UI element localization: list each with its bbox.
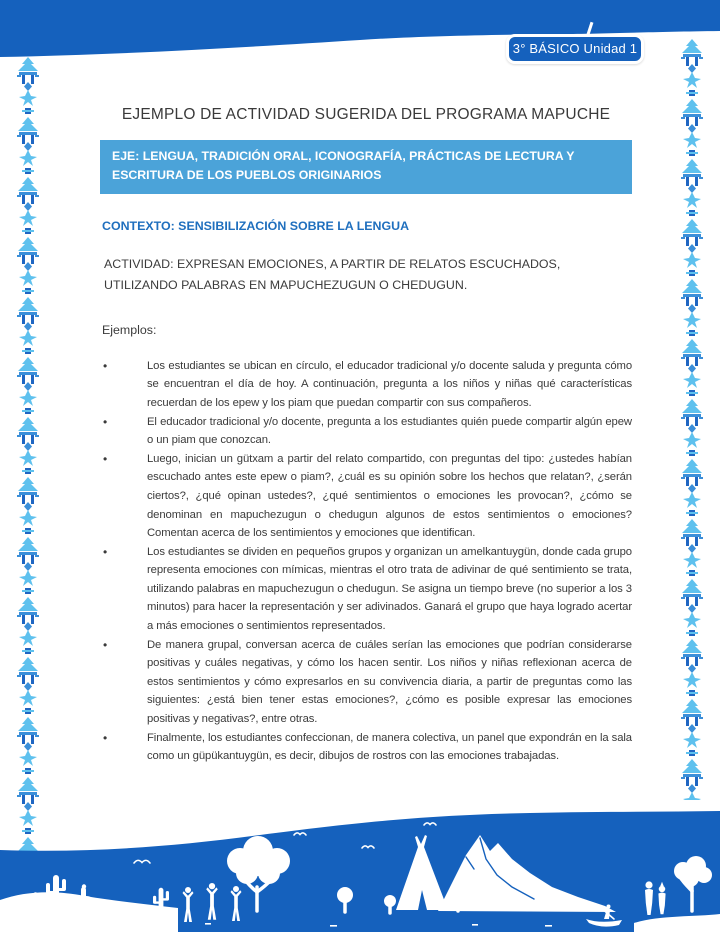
- bullet-item: [100, 450, 632, 543]
- bullet-item: [100, 543, 632, 636]
- bullet-marker-icon: •: [103, 414, 108, 429]
- right-totem-border-icon: [676, 38, 708, 800]
- contexto-heading: CONTEXTO: SENSIBILIZACIÓN SOBRE LA LENGUA: [102, 219, 410, 234]
- eje-banner: EJE: LENGUA, TRADICIÓN ORAL, ICONOGRAFÍA, PRÁCTICAS DE LECTURA Y ESCRITURA DE LOS PUEBLOS ORIGINARIOS: [100, 140, 632, 194]
- bullet-text: Los estudiantes se ubican en círculo, el educador tradicional y/o docente saluda y pregunta cómo se encuentran el día de hoy. A continuación, pregunta a los niños y niñas qué características recuerdan de los epew y los piam que puedan compartir con sus compañeros.: [147, 359, 632, 409]
- bullet-item: [100, 357, 632, 413]
- bullet-marker-icon: •: [103, 451, 108, 466]
- document-content: [100, 0, 632, 766]
- bullet-text: Finalmente, los estudiantes confeccionan, de manera colectiva, un panel que expondrán en la sala como un güpükantuygün, es decir, dibujos de rostros con las emociones trabajadas.: [147, 731, 632, 763]
- bullet-text: De manera grupal, conversan acerca de cuáles serían las emociones que podrían considerarse positivas y cuáles negativas, y cómo los hacen sentir. Los niños y niñas reflexionan acerca de estos sentimientos y cómo expresarlos en su convivencia diaria, a partir de preguntas como las siguientes: ¿está bien tener estas emociones?, ¿cómo es posible expresar las emociones positivas y negativas?, entre otras.: [147, 638, 632, 726]
- bullet-item: [100, 729, 632, 766]
- bullet-marker-icon: •: [103, 730, 108, 745]
- bullet-marker-icon: •: [103, 358, 108, 373]
- ejemplos-label: Ejemplos:: [102, 322, 157, 337]
- bullet-text: El educador tradicional y/o docente, pregunta a los estudiantes quién puede compartir algún epew o un piam que conozcan.: [147, 415, 632, 447]
- bullet-marker-icon: •: [103, 637, 108, 652]
- left-totem-border-icon: [12, 56, 44, 860]
- bullet-item: [100, 413, 632, 450]
- unit-badge: 3° BÁSICO Unidad 1: [506, 34, 644, 64]
- page-title: EJEMPLO DE ACTIVIDAD SUGERIDA DEL PROGRAMA MAPUCHE: [121, 106, 611, 123]
- bullet-item: [100, 636, 632, 729]
- bullet-marker-icon: •: [103, 544, 108, 559]
- bullet-text: Luego, inician un gütxam a partir del relato compartido, con preguntas del tipo: ¿ustedes habían escuchado antes este epew o piam?, ¿cuál es su opinión sobre los hechos que relatan?, ¿serán ciertos?, ¿qué opinan ustedes?, ¿qué sentimientos o emociones les provocan?, ¿cómo se denominan en mapuchezugun o chedugun algunos de estos sentimientos o emociones? Comentan acerca de los sentimientos y emociones que identifican.: [147, 452, 632, 540]
- actividad-text: ACTIVIDAD: EXPRESAN EMOCIONES, A PARTIR DE RELATOS ESCUCHADOS, UTILIZANDO PALABRAS EN MAPUCHEZUGUN O CHEDUGUN.: [104, 257, 561, 293]
- landscape-silhouette-icon: [0, 807, 720, 932]
- ejemplos-bullet-list: [100, 357, 632, 766]
- bullet-text: Los estudiantes se dividen en pequeños grupos y organizan un amelkantuygün, donde cada grupo representa emociones con mímicas, mientras el otro trata de adivinar de qué sentimiento se trata, utilizando palabras en mapuchezugun o chedugun. Se asigna un tiempo breve (no superior a los 3 minutos) para hacer la representación y ser adivinados. Ganará el grupo que haya logrado acertar a más emociones o sentimientos representados.: [147, 545, 632, 633]
